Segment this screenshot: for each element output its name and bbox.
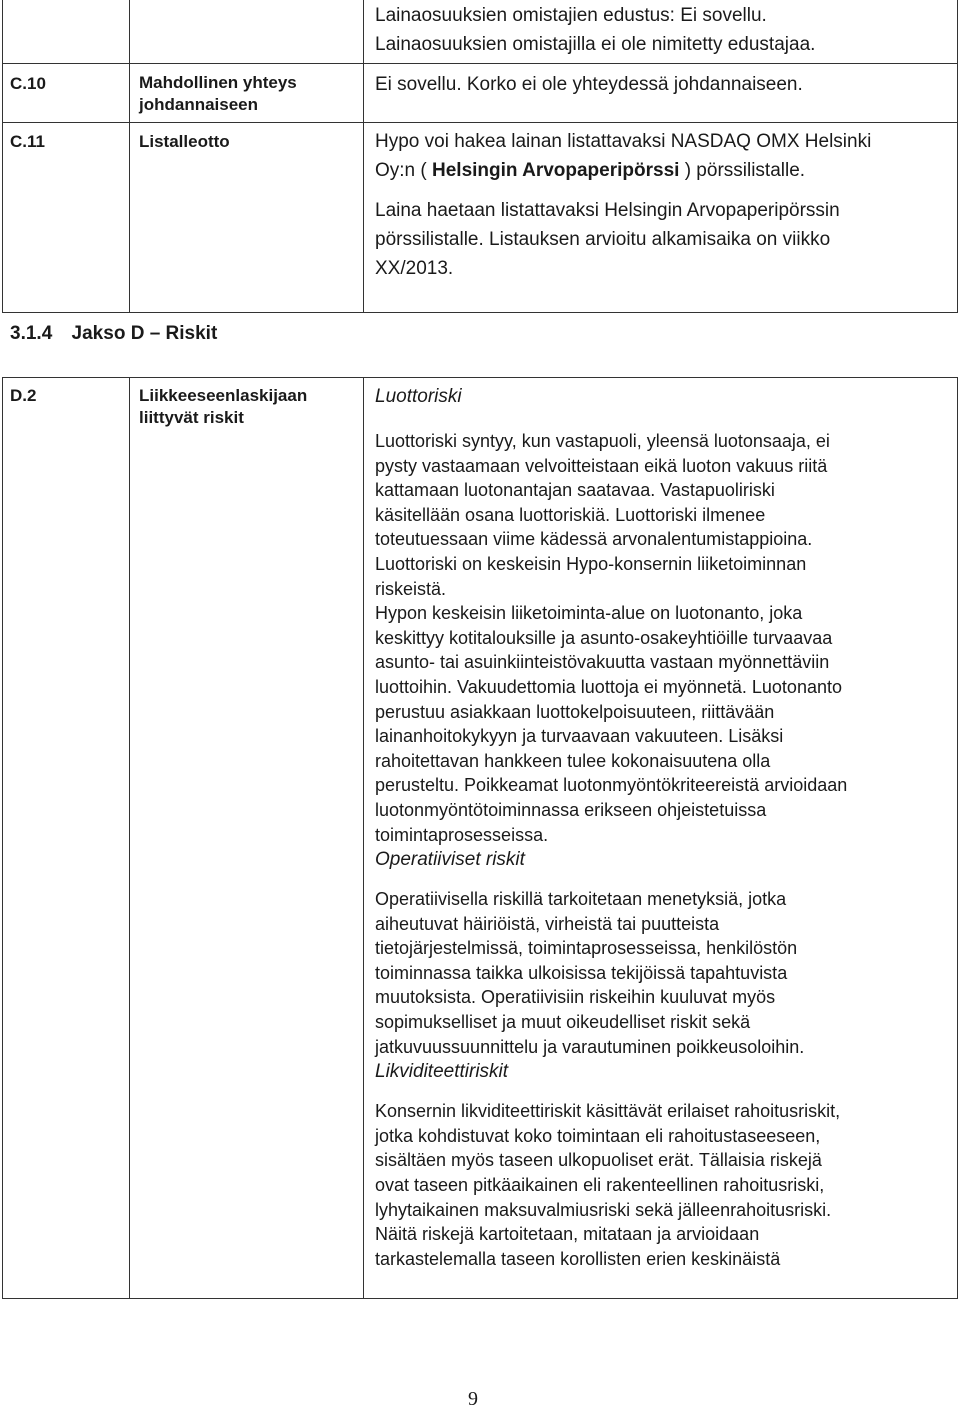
top-table-bottom-border (2, 312, 958, 313)
top-table-left-border (2, 0, 3, 313)
operational-risk-heading: Operatiiviset riskit (375, 849, 525, 871)
section-title: Jakso D – Riskit (71, 323, 218, 344)
page-number: 9 (468, 1388, 478, 1410)
row-c11-id: C.11 (10, 132, 45, 151)
liquidity-risk-heading: Likviditeettiriskit (375, 1061, 509, 1083)
d-table-col2-divider (363, 377, 364, 1299)
top-table-row-divider-2 (2, 122, 958, 123)
row-c10-id: C.10 (10, 74, 46, 93)
liquidity-risk-paragraph: Konsernin likviditeettiriskit käsittävät erilaiset rahoitusriskit, jotka kohdistuvat koko toimintaan eli rahoitustaseeseen, sisältäen myös taseen ulkopuoliset erät. Tällaisia riskejä ovat taseen pitkäaikainen eli rakenteellinen rahoitusriski, lyhytaikainen maksuvalmiusriski sekä jälleenrahoitusriski. Näitä riskejä kartoitetaan, mitataan ja arvioidaan tarkastelemalla taseen korollisten erien keskinäistä (375, 1101, 841, 1269)
row-c11-cell (375, 127, 955, 283)
row-prev-cell (375, 1, 955, 59)
d-table-top-border (2, 377, 958, 378)
row-c11-paragraph-1 (375, 127, 955, 185)
row-d2-name: Liikkeeseenlaskijaan liittyvät riskit (139, 386, 308, 427)
row-prev-text: Lainaosuuksien omistajien edustus: Ei sovellu. Lainaosuuksien omistajilla ei ole nimitetty edustajaa. (375, 5, 816, 55)
operational-risk-paragraph: Operatiivisella riskillä tarkoitetaan menetyksiä, jotka aiheutuvat häiriöistä, virheistä tai puutteista tietojärjestelmissä, toimintaprosesseissa, henkilöstön toiminnassa taikka ulkoisissa tekijöissä tapahtuvista muutoksista. Operatiivisiin riskeihin kuuluvat myös sopimukselliset ja muut oikeudelliset riskit sekä jatkuvuussuunnittelu ja varautuminen poikkeusoloihin. (375, 889, 805, 1057)
d-table-left-border (2, 377, 3, 1299)
row-d2-id: D.2 (10, 386, 37, 405)
credit-risk-paragraph: Luottoriski syntyy, kun vastapuoli, yleensä luotonsaaja, ei pysty vastaamaan velvoitteistaan eikä luoton vakuus riitä kattamaan luotonantajan saatavaa. Vastapuoliriski käsitellään osana luottoriskiä. Luottoriski ilmenee toteutuessaan viime kädessä arvonalentumistappioina. Luottoriski on keskeisin Hypo-konsernin liiketoiminnan riskeistä. Hypon keskeisin liiketoiminta-alue on luotonanto, joka keskittyy kotitalouksille ja asunto-osakeyhtiöille turvaavaa asunto- tai asuinkiinteistövakuutta vastaan myönnettäviin luottoihin. Vakuudettomia luottoja ei myönnetä. Luotonanto perustuu asiakkaan luottokelpoisuuteen, riittävään lainanhoitokykyyn ja turvaavaan vakuuteen. Lisäksi rahoitettavan hankkeen tulee kokonaisuutena olla perusteltu. Poikkeamat luotonmyöntökriteereistä arvioidaan luotonmyöntötoiminnassa erikseen ohjeistetuissa toimintaprosesseissa. (375, 431, 848, 845)
d-table-col1-divider (129, 377, 130, 1299)
credit-risk-heading: Luottoriski (375, 386, 462, 407)
row-c10-name: Mahdollinen yhteys johdannaiseen (139, 73, 297, 114)
row-c11-name: Listalleotto (139, 132, 230, 151)
row-c11-text-start: Hypo voi hakea lainan listattavaksi NASDAQ OMX Helsinki Oy:n ( (375, 131, 872, 181)
row-c11-text-end: ) pörssilistalle. (679, 160, 806, 181)
section-heading (10, 323, 217, 345)
row-c11-paragraph-2: Laina haetaan listattavaksi Helsingin Arvopaperipörssin pörssilistalle. Listauksen arvioitu alkamisaika on viikko XX/2013. (375, 200, 840, 279)
d-table-right-border (957, 377, 958, 1299)
row-c11-text-bold: Helsingin Arvopaperipörssi (426, 160, 680, 181)
row-c10-text: Ei sovellu. Korko ei ole yhteydessä johdannaiseen. (375, 74, 803, 95)
row-d2-content (375, 384, 953, 1271)
section-number: 3.1.4 (10, 323, 53, 344)
top-table-col1-divider (129, 0, 130, 313)
d-table-bottom-border (2, 1298, 958, 1299)
top-table-right-border (957, 0, 958, 313)
top-table-row-divider-1 (2, 63, 958, 64)
top-table-col2-divider (363, 0, 364, 313)
